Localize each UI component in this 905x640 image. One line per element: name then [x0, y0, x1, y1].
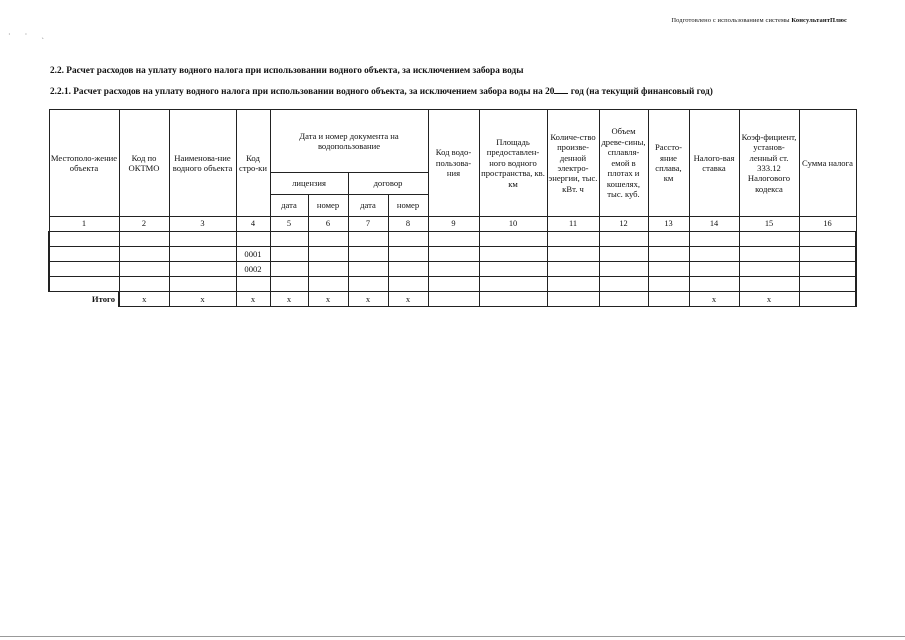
column-number: 4	[236, 217, 270, 232]
table-cell[interactable]	[479, 232, 547, 247]
table-cell[interactable]	[799, 262, 856, 277]
table-cell[interactable]	[49, 247, 119, 262]
table-cell[interactable]	[308, 232, 348, 247]
column-number: 2	[119, 217, 169, 232]
col-timber-volume: Объем древе-сины, сплавля-емой в плотах и кошелях, тыс. куб.	[599, 110, 648, 217]
line-code-cell: 0002	[236, 262, 270, 277]
table-cell[interactable]	[599, 232, 648, 247]
table-cell[interactable]	[799, 232, 856, 247]
col-tax-amount: Сумма налога	[799, 110, 856, 217]
prepared-note	[671, 17, 847, 24]
col-water-object-name: Наименова-ние водного объекта	[169, 110, 236, 217]
column-number: 1	[49, 217, 119, 232]
water-tax-table	[48, 109, 857, 307]
line-code-cell	[236, 277, 270, 292]
table-cell[interactable]	[169, 232, 236, 247]
col-contract-number: номер	[388, 195, 428, 217]
col-line-code: Код стро-ки	[236, 110, 270, 217]
section-heading: 2.2. Расчет расходов на уплату водного налога при использовании водного объекта, за исключением забора воды	[50, 66, 524, 76]
col-electricity: Количе-ство произве-денной электро-энергии, тыс. кВт. ч	[547, 110, 599, 217]
table-cell[interactable]	[599, 247, 648, 262]
subsection-heading-end: год (на текущий финансовый год)	[570, 87, 713, 97]
page-bottom-edge	[0, 636, 905, 637]
col-contract-date: дата	[348, 195, 388, 217]
table-cell[interactable]	[388, 247, 428, 262]
table-cell[interactable]	[799, 247, 856, 262]
column-number: 14	[689, 217, 739, 232]
col-license-number: номер	[308, 195, 348, 217]
col-area: Площадь предоставлен-ного водного пространства, кв. км	[479, 110, 547, 217]
total-cell[interactable]	[547, 292, 599, 307]
year-blank-field[interactable]	[554, 85, 568, 94]
total-cell: x	[388, 292, 428, 307]
table-cell[interactable]	[648, 247, 689, 262]
table-cell[interactable]	[388, 262, 428, 277]
column-number: 7	[348, 217, 388, 232]
table-cell[interactable]	[348, 232, 388, 247]
table-cell[interactable]	[648, 277, 689, 292]
table-cell[interactable]	[308, 247, 348, 262]
col-contract-group: договор	[348, 173, 428, 195]
column-number-row	[49, 217, 856, 232]
table-cell[interactable]	[689, 247, 739, 262]
table-cell[interactable]	[689, 277, 739, 292]
total-cell[interactable]	[799, 292, 856, 307]
col-license-group: лицензия	[270, 173, 348, 195]
total-cell: x	[739, 292, 799, 307]
table-cell[interactable]	[547, 232, 599, 247]
column-number: 6	[308, 217, 348, 232]
table-cell[interactable]	[49, 262, 119, 277]
column-number: 11	[547, 217, 599, 232]
column-number: 9	[428, 217, 479, 232]
table-cell[interactable]	[49, 232, 119, 247]
table-row	[49, 262, 856, 277]
table-cell[interactable]	[739, 262, 799, 277]
total-cell: x	[348, 292, 388, 307]
table-cell[interactable]	[428, 262, 479, 277]
table-cell[interactable]	[428, 247, 479, 262]
table-cell[interactable]	[348, 262, 388, 277]
line-code-cell	[236, 232, 270, 247]
table-cell[interactable]	[270, 247, 308, 262]
prepared-note-brand: КонсультантПлюс	[791, 17, 847, 24]
table-cell[interactable]	[547, 247, 599, 262]
col-document-group: Дата и номер документа на водопользование	[270, 110, 428, 173]
total-cell: x	[119, 292, 169, 307]
table-cell[interactable]	[648, 232, 689, 247]
table-cell[interactable]	[428, 232, 479, 247]
table-cell[interactable]	[119, 247, 169, 262]
column-number: 5	[270, 217, 308, 232]
col-coefficient: Коэф-фициент, установ-ленный ст. 333.12 Налогового кодекса	[739, 110, 799, 217]
column-number: 13	[648, 217, 689, 232]
table-cell[interactable]	[599, 262, 648, 277]
table-cell[interactable]	[799, 277, 856, 292]
subsection-heading-start: 2.2.1. Расчет расходов на уплату водного налога при использовании водного объекта, за исключением забора воды на 20	[50, 87, 555, 97]
line-code-cell: 0001	[236, 247, 270, 262]
table-cell[interactable]	[689, 262, 739, 277]
table-cell[interactable]	[348, 247, 388, 262]
column-number: 3	[169, 217, 236, 232]
table-cell[interactable]	[348, 277, 388, 292]
total-label: Итого	[49, 292, 119, 307]
total-cell[interactable]	[428, 292, 479, 307]
table-cell[interactable]	[119, 262, 169, 277]
table-cell[interactable]	[739, 247, 799, 262]
table-cell[interactable]	[428, 277, 479, 292]
column-number: 12	[599, 217, 648, 232]
table-cell[interactable]	[599, 277, 648, 292]
table-cell[interactable]	[169, 277, 236, 292]
table-cell[interactable]	[739, 277, 799, 292]
col-tax-rate: Налого-вая ставка	[689, 110, 739, 217]
table-cell[interactable]	[169, 247, 236, 262]
table-cell[interactable]	[388, 232, 428, 247]
total-cell[interactable]	[648, 292, 689, 307]
column-number: 15	[739, 217, 799, 232]
total-cell[interactable]	[599, 292, 648, 307]
table-cell[interactable]	[479, 277, 547, 292]
table-row	[49, 277, 856, 292]
col-location: Местополо-жение объекта	[49, 110, 119, 217]
table-cell[interactable]	[689, 232, 739, 247]
total-cell: x	[169, 292, 236, 307]
table-row	[49, 232, 856, 247]
scan-artifact: · · ˏ	[8, 30, 50, 39]
table-cell[interactable]	[308, 277, 348, 292]
table-cell[interactable]	[479, 247, 547, 262]
col-use-code: Код водо-пользова-ния	[428, 110, 479, 217]
column-number: 16	[799, 217, 856, 232]
col-license-date: дата	[270, 195, 308, 217]
col-rafting-distance: Рассто-яние сплава, км	[648, 110, 689, 217]
total-cell[interactable]	[479, 292, 547, 307]
table-cell[interactable]	[388, 277, 428, 292]
table-cell[interactable]	[119, 232, 169, 247]
column-number: 8	[388, 217, 428, 232]
total-row	[49, 292, 856, 307]
col-oktmo: Код по ОКТМО	[119, 110, 169, 217]
table-cell[interactable]	[119, 277, 169, 292]
table-cell[interactable]	[547, 262, 599, 277]
total-cell: x	[270, 292, 308, 307]
prepared-note-prefix: Подготовлено с использованием системы	[671, 17, 790, 24]
total-cell: x	[236, 292, 270, 307]
table-cell[interactable]	[270, 277, 308, 292]
table-cell[interactable]	[739, 232, 799, 247]
subsection-heading	[50, 85, 713, 97]
table-cell[interactable]	[479, 262, 547, 277]
table-cell[interactable]	[270, 232, 308, 247]
column-number: 10	[479, 217, 547, 232]
total-cell: x	[308, 292, 348, 307]
table-cell[interactable]	[169, 262, 236, 277]
table-cell[interactable]	[270, 262, 308, 277]
table-row	[49, 247, 856, 262]
table-cell[interactable]	[49, 277, 119, 292]
table-cell[interactable]	[648, 262, 689, 277]
total-cell: x	[689, 292, 739, 307]
table-cell[interactable]	[308, 262, 348, 277]
table-cell[interactable]	[547, 277, 599, 292]
